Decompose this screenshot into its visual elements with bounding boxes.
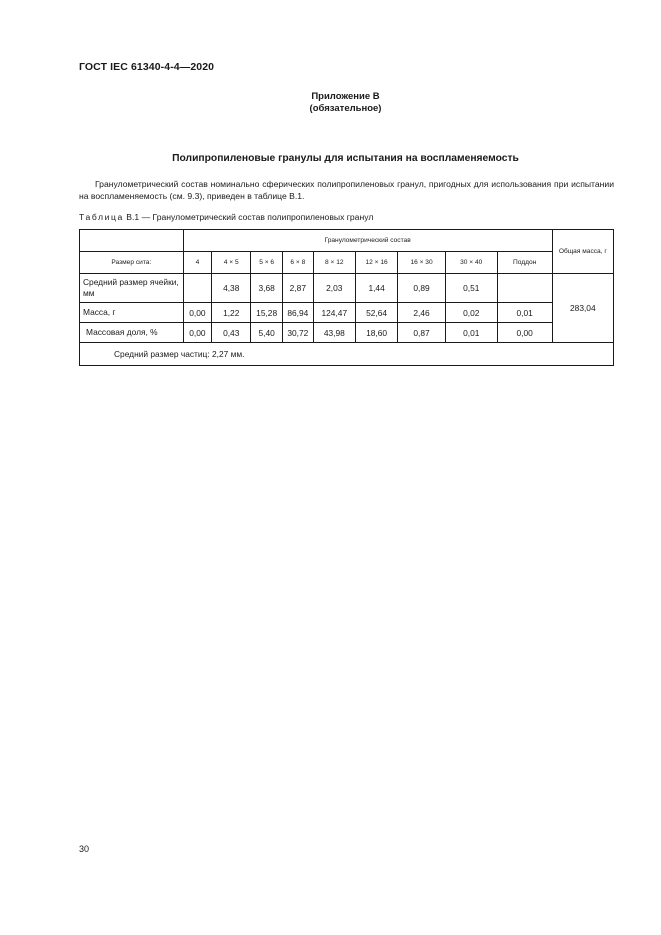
- row-label: Средний размер ячейки, мм: [80, 274, 184, 303]
- table-note: Средний размер частиц: 2,27 мм.: [80, 343, 614, 366]
- data-cell: 2,87: [283, 274, 314, 303]
- data-cell: 52,64: [355, 303, 397, 323]
- page-number: 30: [79, 844, 90, 854]
- data-cell: 3,68: [251, 274, 283, 303]
- data-cell: 0,00: [183, 303, 212, 323]
- table-caption-prefix: Таблица: [79, 212, 124, 222]
- data-cell: 18,60: [355, 323, 397, 343]
- data-cell: 30,72: [283, 323, 314, 343]
- annex-heading: [0, 91, 661, 115]
- data-cell: 5,40: [251, 323, 283, 343]
- data-cell: 2,03: [313, 274, 355, 303]
- sieve-size-cell: 16 × 30: [398, 252, 446, 274]
- data-cell: 4,38: [212, 274, 251, 303]
- table-caption: [79, 212, 373, 222]
- sieve-size-cell: 30 × 40: [445, 252, 497, 274]
- data-cell: 0,89: [398, 274, 446, 303]
- data-cell: [183, 274, 212, 303]
- data-cell: 1,22: [212, 303, 251, 323]
- row-label: Массовая доля, %: [80, 323, 184, 343]
- data-cell: [497, 274, 552, 303]
- data-cell: 43,98: [313, 323, 355, 343]
- sieve-size-label: Размер сита:: [80, 252, 184, 274]
- table-caption-text: B.1 — Гранулометрический состав полипропиленовых гранул: [123, 212, 374, 222]
- document-code: ГОСТ IEC 61340-4-4—2020: [79, 61, 215, 73]
- sieve-size-cell: 4: [183, 252, 212, 274]
- table-row: [80, 323, 614, 343]
- data-cell: 0,01: [445, 323, 497, 343]
- data-cell: 86,94: [283, 303, 314, 323]
- sieve-size-cell: 6 × 8: [283, 252, 314, 274]
- data-cell: 124,47: [313, 303, 355, 323]
- data-cell: 2,46: [398, 303, 446, 323]
- data-cell: 0,01: [497, 303, 552, 323]
- total-mass-value: 283,04: [552, 274, 613, 343]
- table-row: [80, 274, 614, 303]
- header-corner-cell: [80, 230, 184, 252]
- group-header: Гранулометрический состав: [183, 230, 552, 252]
- data-cell: 15,28: [251, 303, 283, 323]
- sieve-size-row: [80, 252, 614, 274]
- granulometry-table: [79, 229, 614, 366]
- sieve-size-cell: Поддон: [497, 252, 552, 274]
- data-cell: 0,51: [445, 274, 497, 303]
- annex-status: (обязательное): [309, 103, 382, 114]
- data-cell: 0,87: [398, 323, 446, 343]
- section-title: Полипропиленовые гранулы для испытания на воспламеняемость: [172, 153, 519, 164]
- table-note-row: [80, 343, 614, 366]
- data-cell: 0,00: [183, 323, 212, 343]
- data-cell: 1,44: [355, 274, 397, 303]
- sieve-size-cell: 4 × 5: [212, 252, 251, 274]
- sieve-size-cell: 8 × 12: [313, 252, 355, 274]
- annex-title: Приложение B: [311, 91, 380, 102]
- sieve-size-cell: 12 × 16: [355, 252, 397, 274]
- data-cell: 0,00: [497, 323, 552, 343]
- row-label: Масса, г: [80, 303, 184, 323]
- table-row: [80, 303, 614, 323]
- body-paragraph: Гранулометрический состав номинально сферических полипропиленовых гранул, пригодных для использования при испытании на воспламеняемость (см. 9.3), приведен в таблице B.1.: [79, 179, 614, 201]
- data-cell: 0,43: [212, 323, 251, 343]
- data-cell: 0,02: [445, 303, 497, 323]
- table-header-row: [80, 230, 614, 252]
- sieve-size-cell: 5 × 6: [251, 252, 283, 274]
- total-mass-header: Общая масса, г: [552, 230, 613, 274]
